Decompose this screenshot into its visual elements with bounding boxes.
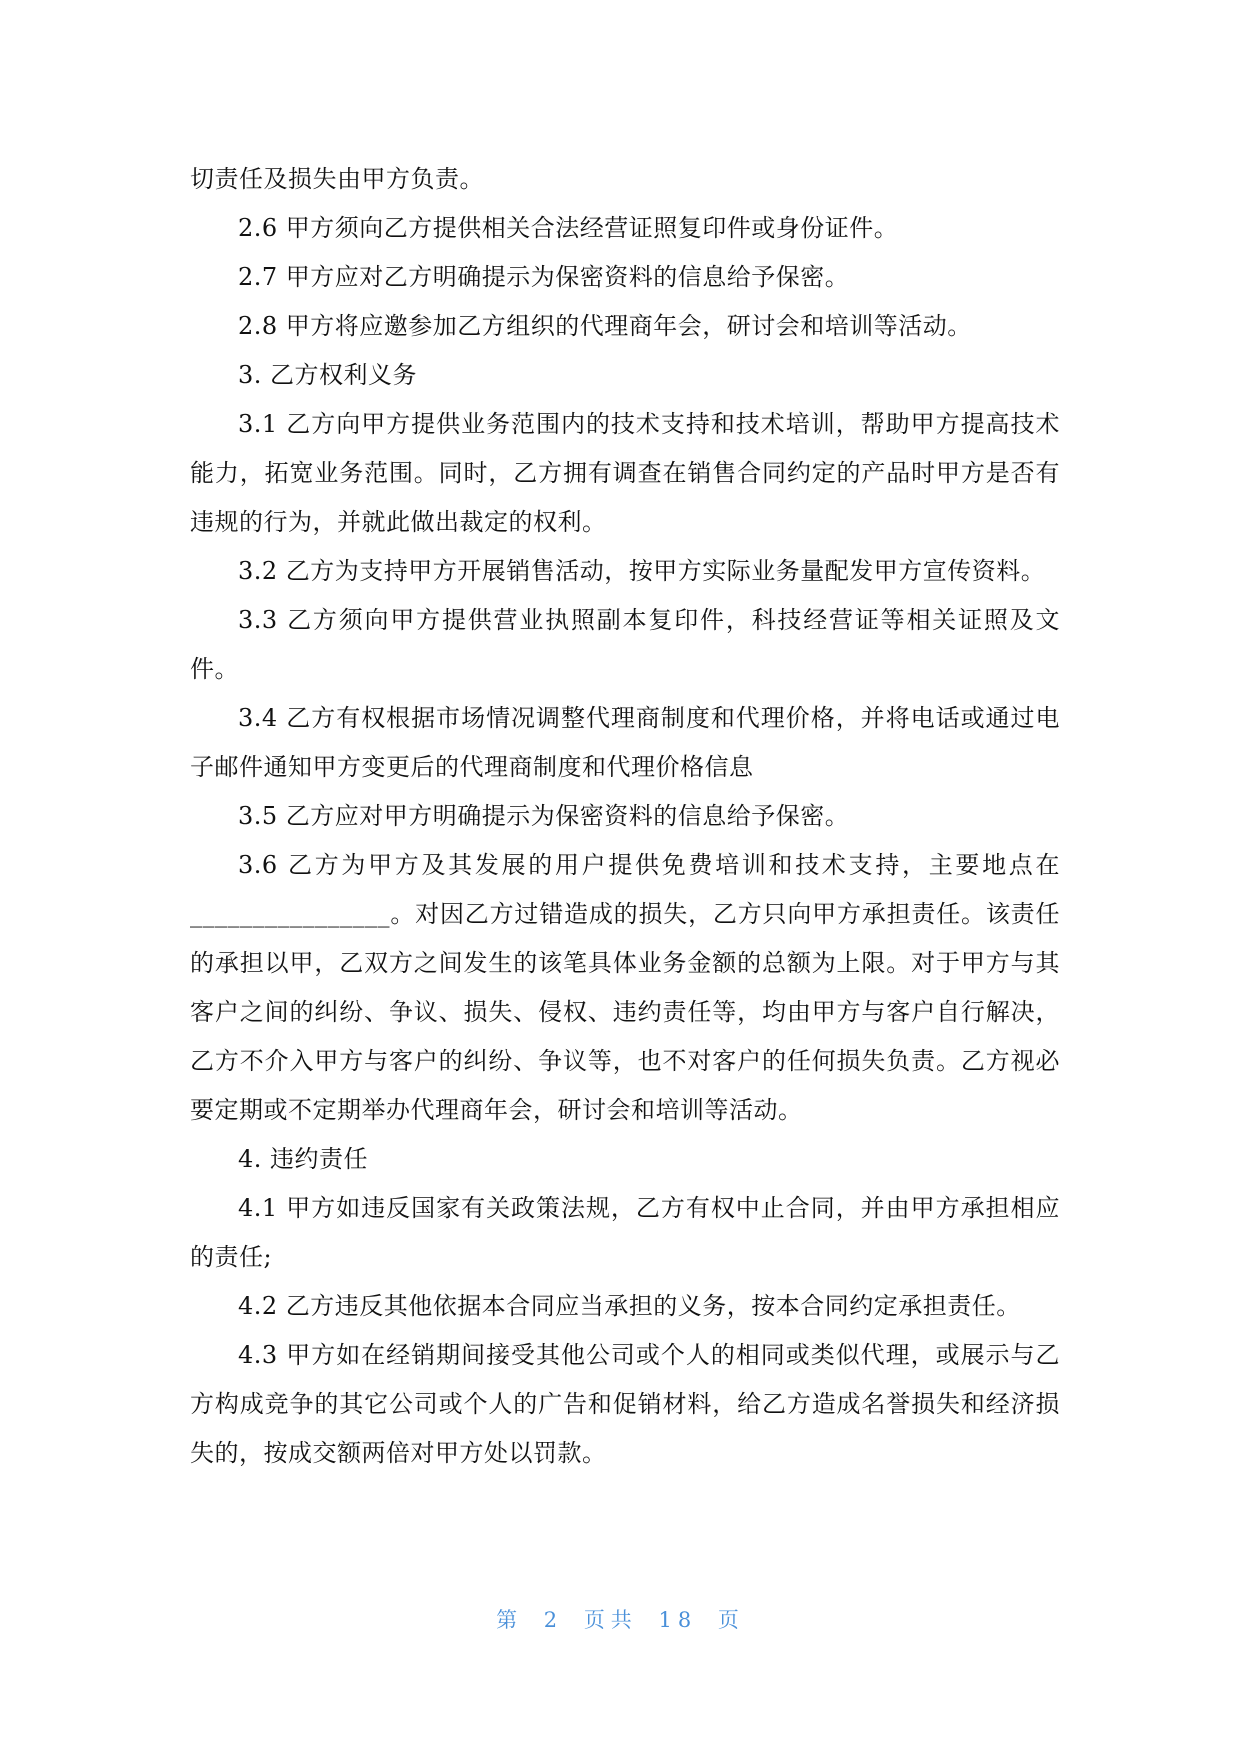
section-heading-3: 3. 乙方权利义务: [238, 361, 418, 389]
paragraph-3-1: 3.1 乙方向甲方提供业务范围内的技术支持和技术培训，帮助甲方提高技术能力，拓宽业务范围。同时，乙方拥有调查在销售合同约定的产品时甲方是否有违规的行为，并就此做出裁定的权利。: [190, 410, 1060, 536]
paragraph-4-2: 4.2 乙方违反其他依据本合同应当承担的义务，按本合同约定承担责任。: [238, 1292, 1021, 1320]
footer-middle: 页共: [583, 1608, 638, 1632]
paragraph-3-2: 3.2 乙方为支持甲方开展销售活动，按甲方实际业务量配发甲方宣传资料。: [238, 557, 1046, 585]
paragraph-3-3: 3.3 乙方须向甲方提供营业执照副本复印件，科技经营证等相关证照及文件。: [190, 606, 1060, 683]
footer-prefix: 第: [496, 1608, 524, 1632]
paragraph-4-1: 4.1 甲方如违反国家有关政策法规，乙方有权中止合同，并由甲方承担相应的责任;: [190, 1194, 1060, 1271]
footer-page-number: 2: [543, 1608, 564, 1632]
page-footer: [0, 1604, 1241, 1634]
section-heading-4: 4. 违约责任: [238, 1145, 369, 1173]
paragraph-4-3: 4.3 甲方如在经销期间接受其他公司或个人的相同或类似代理，或展示与乙方构成竞争的其它公司或个人的广告和促销材料，给乙方造成名誉损失和经济损失的，按成交额两倍对甲方处以罚款。: [190, 1341, 1060, 1467]
document-body: [190, 155, 1060, 1478]
paragraph-2-8: 2.8 甲方将应邀参加乙方组织的代理商年会，研讨会和培训等活动。: [238, 312, 972, 340]
paragraph-3-4: 3.4 乙方有权根据市场情况调整代理商制度和代理价格，并将电话或通过电子邮件通知甲方变更后的代理商制度和代理价格信息: [190, 704, 1060, 781]
paragraph-2-6: 2.6 甲方须向乙方提供相关合法经营证照复印件或身份证件。: [238, 214, 899, 242]
paragraph-3-6: 3.6 乙方为甲方及其发展的用户提供免费培训和技术支持，主要地点在________________。对因乙方过错造成的损失，乙方只向甲方承担责任。该责任的承担以甲，乙双方之间发生的该笔具体业务金额的总额为上限。对于甲方与其客户之间的纠纷、争议、损失、侵权、违约责任等，均由甲方与客户自行解决，乙方不介入甲方与客户的纠纷、争议等，也不对客户的任何损失负责。乙方视必要定期或不定期举办代理商年会，研讨会和培训等活动。: [190, 851, 1060, 1124]
paragraph-2-7: 2.7 甲方应对乙方明确提示为保密资料的信息给予保密。: [238, 263, 850, 291]
footer-suffix: 页: [717, 1608, 745, 1632]
paragraph-3-5: 3.5 乙方应对甲方明确提示为保密资料的信息给予保密。: [238, 802, 850, 830]
paragraph-0: 切责任及损失由甲方负责。: [190, 165, 484, 193]
footer-total-pages: 18: [658, 1608, 698, 1632]
